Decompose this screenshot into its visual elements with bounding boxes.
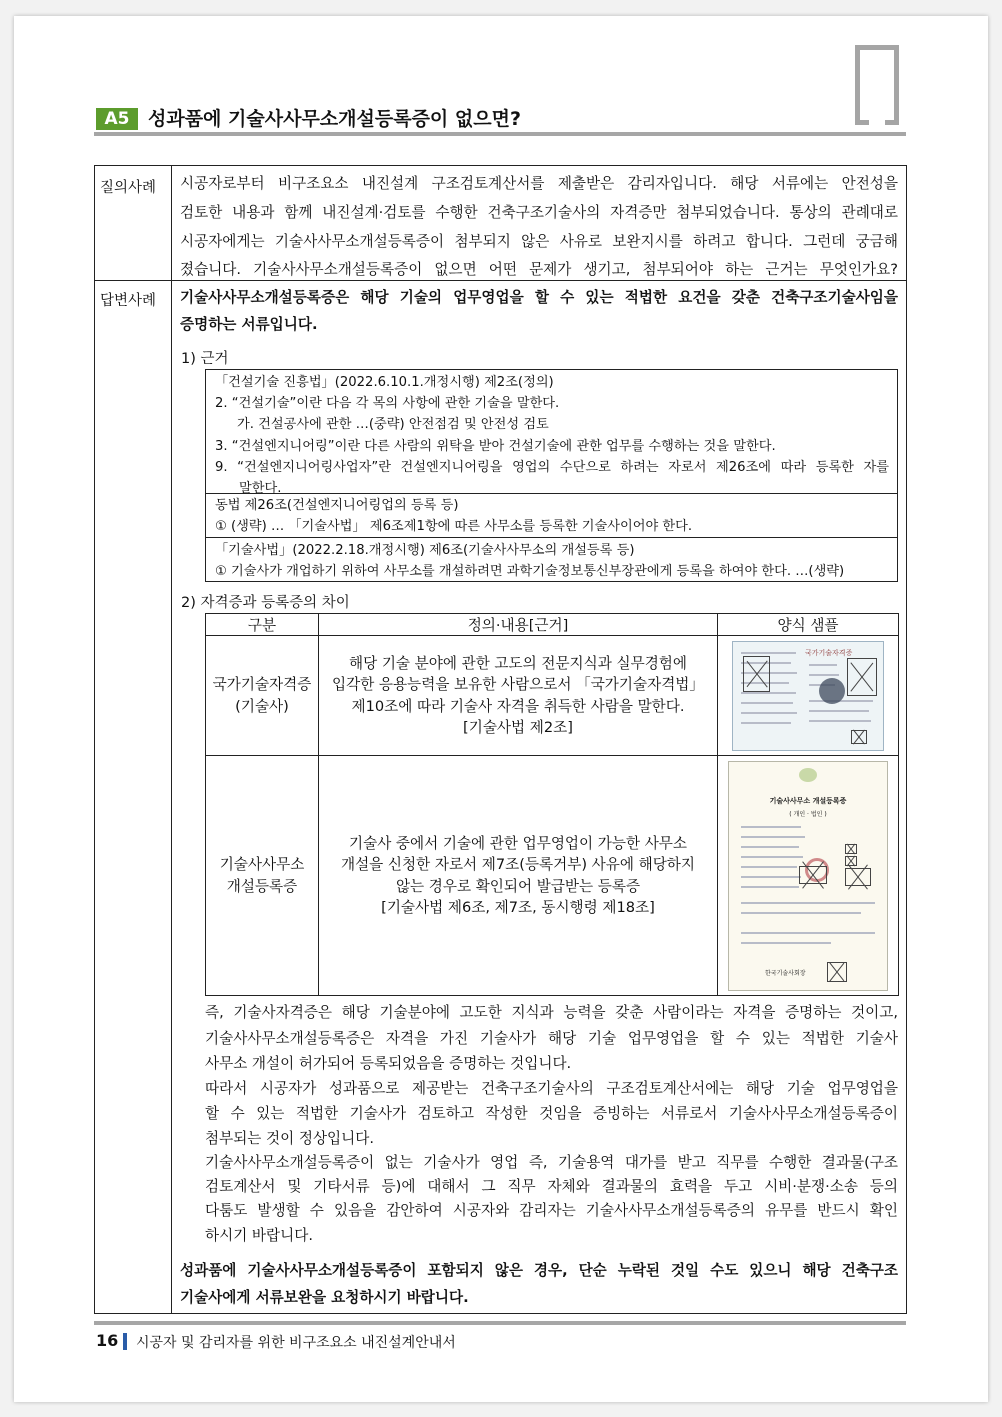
body-line: 사무소 개설이 허가되어 등록되었음을 증명하는 것입니다. — [205, 1055, 572, 1072]
closing-line: 성과품에 기술사사무소개설등록증이 포함되지 않은 경우, 단순 누락된 것일 수도 있으니 해당 건축구조 — [180, 1262, 898, 1279]
stamp-placeholder — [851, 730, 867, 744]
law-box-engineers-act — [205, 537, 898, 582]
column-header-sample: 양식 샘플 — [718, 614, 899, 636]
column-header-category: 구분 — [206, 614, 319, 636]
definition-line: 않는 경우로 확인되어 발급받는 등록증 — [395, 877, 641, 895]
qa-table-column-divider — [171, 165, 172, 1314]
emblem-icon — [819, 678, 845, 704]
corner-bracket-foot-left — [855, 120, 869, 125]
row-sample-cell — [718, 636, 899, 756]
body-line: 첨부되는 것이 정상입니다. — [205, 1130, 374, 1147]
law-line: 3. “건설엔지니어링”이란 다른 사람의 위탁을 받아 건설기술에 관한 업무를 수행하는 것을 말한다. — [215, 438, 776, 454]
question-label: 질의사례 — [100, 180, 157, 196]
definition-line: 개설을 신청한 자로서 제7조(등록거부) 사유에 해당하지 — [340, 856, 695, 873]
answer-lead-line: 증명하는 서류입니다. — [180, 316, 318, 333]
page-number: 16 — [96, 1331, 119, 1350]
registration-sample-image — [728, 761, 888, 991]
checkbox-placeholder — [845, 856, 857, 866]
difference-heading: 2) 자격증과 등록증의 차이 — [181, 595, 350, 611]
license-sample-title: 국가기술자격증 — [805, 648, 853, 657]
law-box-article-26 — [205, 493, 898, 538]
definition-line: 제10조에 따라 기술사 자격을 취득한 사람을 말한다. — [351, 697, 685, 715]
column-header-definition: 정의·내용[근거] — [319, 614, 718, 636]
comparison-table — [205, 613, 899, 996]
category-name-sub: 개설등록증 — [226, 877, 298, 895]
table-row — [206, 756, 899, 996]
category-name: 기술사사무소 — [219, 856, 305, 873]
law-line: 2. “건설기술”이란 다음 각 목의 사항에 관한 기술을 말한다. — [215, 396, 560, 412]
footer-document-title: 시공자 및 감리자를 위한 비구조요소 내진설계안내서 — [136, 1335, 456, 1351]
body-line: 다툼도 발생할 수 있음을 감안하여 시공자와 감리자는 기술사사무소개설등록증의 유무를 반드시 확인 — [205, 1202, 898, 1219]
law-line: 9. “건설엔지니어링사업자”란 건설엔지니어링을 영업의 수단으로 하려는 자로서 제26조에 따라 등록한 자를 — [215, 459, 889, 475]
law-line: 「건설기술 진흥법」(2022.6.10.1.개정시행) 제2조(정의) — [215, 375, 554, 390]
question-line: 검토한 내용과 함께 내진설계·검토를 수행한 건축구조기술사의 자격증만 첨부되었습니다. 통상의 관례대로 — [180, 204, 898, 221]
photo-placeholder — [743, 656, 770, 692]
checkbox-placeholder — [845, 844, 857, 854]
answer-lead-line: 기술사사무소개설등록증은 해당 기술의 업무영업을 할 수 있는 적법한 요건을 갖춘 건축구조기술사임을 — [180, 289, 898, 306]
definition-line: 입각한 응용능력을 보유한 사람으로서 「국가기술자격법」 — [332, 676, 704, 693]
emblem-icon — [799, 768, 817, 782]
law-line: 말한다. — [239, 481, 282, 497]
body-line: 따라서 시공자가 성과품으로 제공받는 건축구조기술사의 구조검토계산서에는 해당 기술 업무영업을 — [205, 1080, 898, 1097]
stamp-placeholder — [827, 962, 847, 982]
license-sample-image — [732, 641, 884, 751]
law-line: 가. 건설공사에 관한 …(중략) 안전점검 및 안전성 검토 — [237, 417, 549, 433]
row-definition-cell — [319, 636, 718, 756]
question-line: 시공자로부터 비구조요소 내진설계 구조검토계산서를 제출받은 감리자입니다. 해당 서류에는 안전성을 — [180, 175, 898, 192]
law-box-construction-tech-act — [205, 369, 898, 497]
law-line: ① 기술사가 개업하기 위하여 사무소를 개설하려면 과학기술정보통신부장관에게 등록을 하여야 한다. …(생략) — [215, 564, 845, 580]
category-name: 국가기술자격증 — [212, 676, 312, 693]
footer-rule — [94, 1321, 906, 1325]
definition-line: 해당 기술 분야에 관한 고도의 전문지식과 실무경험에 — [349, 654, 687, 672]
body-line: 할 수 있는 적법한 기술사가 검토하고 작성한 것임을 증빙하는 서류로서 기술사사무소개설등록증이 — [205, 1105, 898, 1122]
body-line: 검토계산서 및 기타서류 등)에 대해서 그 직무 자체와 결과물의 효력을 두고 시비·분쟁·소송 등의 — [205, 1178, 898, 1195]
closing-line: 기술사에게 서류보완을 요청하시기 바랍니다. — [180, 1289, 469, 1306]
answer-label: 답변사례 — [100, 293, 157, 309]
row-category-cell — [206, 636, 319, 756]
registration-sample-subtitle: ( 개인 · 법인 ) — [789, 810, 827, 818]
table-row — [206, 636, 899, 756]
header-rule — [94, 132, 906, 136]
corner-bracket-decoration — [855, 45, 899, 125]
definition-line: 기술사 중에서 기술에 관한 업무영업이 가능한 사무소 — [349, 834, 687, 852]
registration-sample-title: 기술사사무소 개설등록증 — [769, 796, 847, 805]
photo-placeholder — [845, 868, 871, 886]
body-line: 즉, 기술사자격증은 해당 기술분야에 고도한 지식과 능력을 갖춘 사람이라는 자격을 증명하는 것이고, — [205, 1004, 898, 1021]
footer-accent-bar — [123, 1333, 127, 1350]
section-title: 성과품에 기술사사무소개설등록증이 없으면? — [148, 108, 521, 130]
question-line: 시공자에게는 기술사사무소개설등록증이 첨부되지 않은 사유로 보완지시를 하려고 합니다. 그런데 궁금해 — [180, 233, 898, 250]
section-badge: A5 — [96, 108, 138, 130]
row-category-cell — [206, 756, 319, 996]
body-line: 하시기 바랍니다. — [205, 1227, 313, 1244]
body-line: 기술사사무소개설등록증은 자격을 가진 기술사가 해당 기술 업무영업을 할 수 있는 적법한 기술사 — [205, 1030, 898, 1047]
law-line: 「기술사법」(2022.2.18.개정시행) 제6조(기술사사무소의 개설등록 등) — [215, 543, 635, 558]
corner-bracket-foot-right — [885, 120, 899, 125]
registration-sample-issuer: 한국기술사회장 — [765, 969, 806, 977]
definition-line: [기술사법 제2조] — [463, 719, 573, 736]
category-name-sub: (기술사) — [235, 697, 289, 715]
photo-placeholder — [847, 658, 877, 696]
row-sample-cell — [718, 756, 899, 996]
definition-line: [기술사법 제6조, 제7조, 동시행령 제18조] — [381, 899, 655, 916]
row-definition-cell — [319, 756, 718, 996]
body-line: 기술사사무소개설등록증이 없는 기술사가 영업 즉, 기술용역 대가를 받고 직무를 수행한 결과물(구조 — [205, 1154, 898, 1171]
photo-placeholder — [799, 866, 827, 884]
question-line: 졌습니다. 기술사사무소개설등록증이 없으면 어떤 문제가 생기고, 첨부되어야 하는 근거는 무엇인가요? — [180, 261, 898, 278]
basis-heading: 1) 근거 — [181, 351, 229, 367]
law-line: 동법 제26조(건설엔지니어링업의 등록 등) — [215, 498, 459, 513]
law-line: ① (생략) … 「기술사법」 제6조제1항에 따른 사무소를 등록한 기술사이어야 한다. — [215, 519, 693, 535]
